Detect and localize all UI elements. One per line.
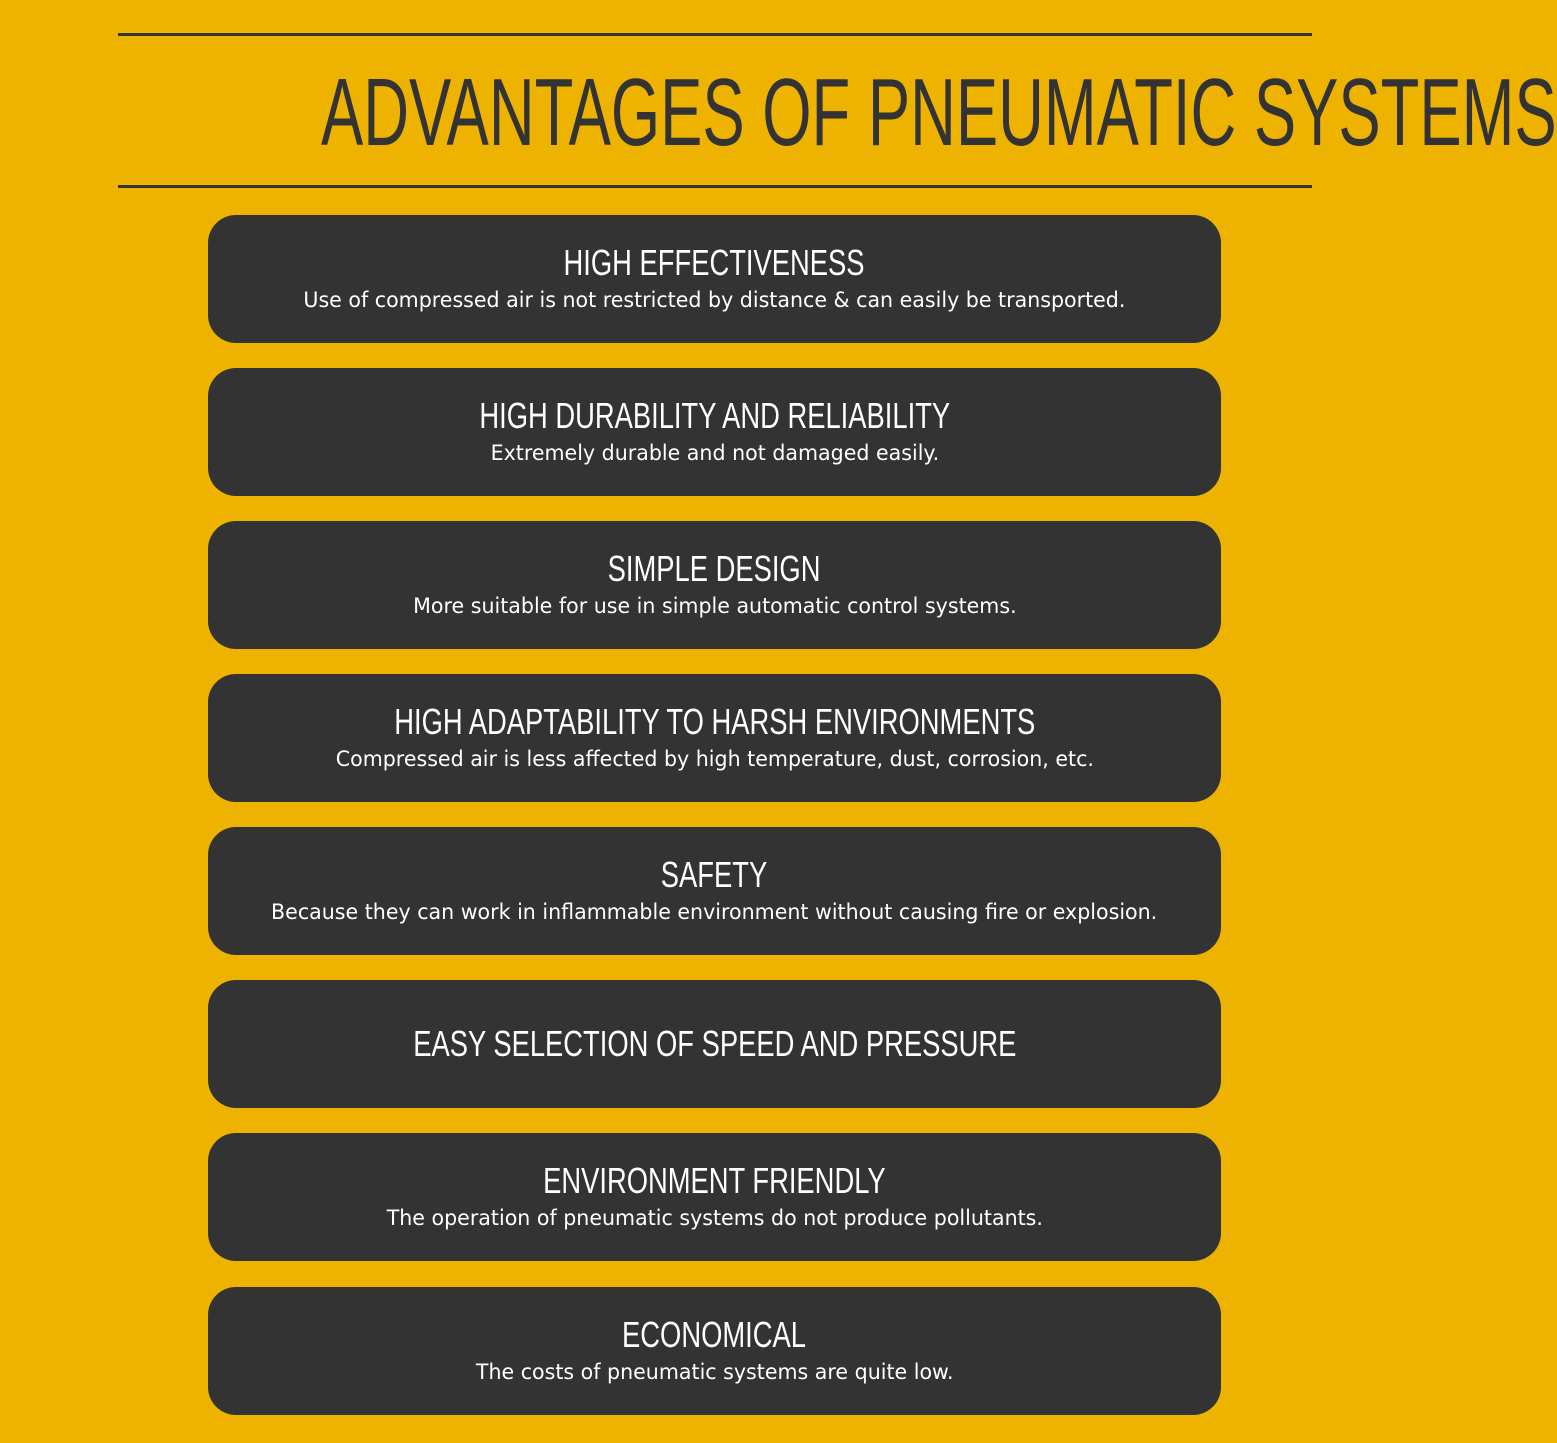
advantage-card-safety (208, 827, 1221, 955)
advantage-card-simple-design (208, 521, 1221, 649)
card-title: ENVIRONMENT FRIENDLY (543, 1160, 886, 1201)
title-top-rule (118, 33, 1312, 36)
advantage-card-high-effectiveness (208, 215, 1221, 343)
card-title: EASY SELECTION OF SPEED AND PRESSURE (412, 1023, 1017, 1064)
advantage-card-speed-pressure (208, 980, 1221, 1108)
card-description: Use of compressed air is not restricted by distance & can easily be transported. (303, 288, 1126, 312)
card-title: ECONOMICAL (622, 1314, 807, 1355)
card-description: More suitable for use in simple automatic control systems. (412, 594, 1017, 618)
title-bottom-rule (118, 185, 1312, 188)
advantage-card-adaptability (208, 674, 1221, 802)
card-title: SAFETY (661, 854, 768, 895)
advantage-card-durability (208, 368, 1221, 496)
card-title: HIGH ADAPTABILITY TO HARSH ENVIRONMENTS (393, 701, 1036, 742)
card-description: The operation of pneumatic systems do not produce pollutants. (386, 1206, 1043, 1230)
card-title: SIMPLE DESIGN (608, 548, 821, 589)
card-title: HIGH DURABILITY AND RELIABILITY (479, 395, 950, 436)
card-description: Extremely durable and not damaged easily. (490, 441, 939, 465)
page-title: ADVANTAGES OF PNEUMATIC SYSTEMS (320, 59, 1557, 166)
card-description: The costs of pneumatic systems are quite low. (475, 1360, 954, 1384)
card-description: Compressed air is less affected by high temperature, dust, corrosion, etc. (335, 747, 1094, 771)
advantage-card-environment-friendly (208, 1133, 1221, 1261)
card-title: HIGH EFFECTIVENESS (563, 242, 866, 283)
card-description: Because they can work in inflammable environment without causing fire or explosion. (271, 900, 1158, 924)
advantage-card-economical (208, 1287, 1221, 1415)
